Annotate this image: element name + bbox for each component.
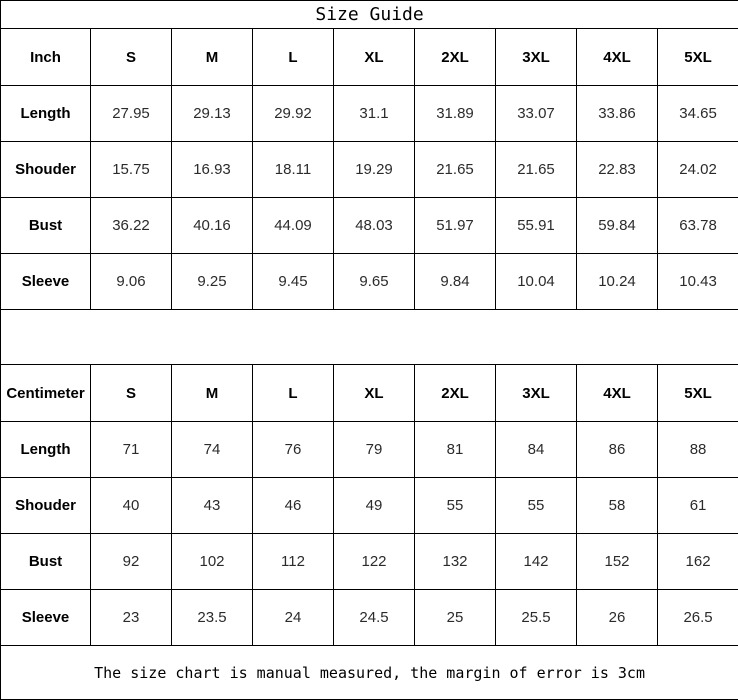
value-cell: 162: [658, 534, 738, 590]
value-cell: 9.06: [91, 254, 172, 310]
value-cell: 23: [91, 590, 172, 646]
value-cell: 76: [253, 422, 334, 478]
value-cell: 84: [496, 422, 577, 478]
value-cell: 49: [334, 478, 415, 534]
value-cell: 18.11: [253, 142, 334, 198]
value-cell: 10.24: [577, 254, 658, 310]
size-header-cell: 4XL: [577, 365, 658, 422]
row-label: Length: [1, 86, 91, 142]
value-cell: 88: [658, 422, 738, 478]
footer-row: [1, 646, 738, 700]
size-header-cell: 2XL: [415, 365, 496, 422]
row-label: Bust: [1, 534, 91, 590]
value-cell: 27.95: [91, 86, 172, 142]
value-cell: 10.43: [658, 254, 738, 310]
size-header-cell: 2XL: [415, 29, 496, 86]
row-label: Sleeve: [1, 590, 91, 646]
size-header-cell: XL: [334, 365, 415, 422]
value-cell: 9.25: [172, 254, 253, 310]
value-cell: 29.92: [253, 86, 334, 142]
value-cell: 40.16: [172, 198, 253, 254]
value-cell: 55: [415, 478, 496, 534]
row-label: Length: [1, 422, 91, 478]
value-cell: 24.02: [658, 142, 738, 198]
table-row: [1, 534, 738, 590]
header-row: [1, 29, 738, 86]
value-cell: 61: [658, 478, 738, 534]
value-cell: 142: [496, 534, 577, 590]
value-cell: 16.93: [172, 142, 253, 198]
value-cell: 9.45: [253, 254, 334, 310]
row-label: Shouder: [1, 142, 91, 198]
table-row: [1, 86, 738, 142]
row-label: Bust: [1, 198, 91, 254]
table-row: [1, 198, 738, 254]
table-row: [1, 590, 738, 646]
size-header-cell: S: [91, 29, 172, 86]
value-cell: 79: [334, 422, 415, 478]
value-cell: 15.75: [91, 142, 172, 198]
page-title: Size Guide: [1, 1, 738, 29]
value-cell: 31.1: [334, 86, 415, 142]
table-row: [1, 478, 738, 534]
title-row: [1, 1, 738, 29]
value-cell: 29.13: [172, 86, 253, 142]
value-cell: 71: [91, 422, 172, 478]
title-section: [1, 1, 738, 29]
value-cell: 81: [415, 422, 496, 478]
value-cell: 23.5: [172, 590, 253, 646]
value-cell: 43: [172, 478, 253, 534]
value-cell: 122: [334, 534, 415, 590]
size-header-cell: M: [172, 29, 253, 86]
value-cell: 22.83: [577, 142, 658, 198]
value-cell: 21.65: [415, 142, 496, 198]
value-cell: 26: [577, 590, 658, 646]
value-cell: 74: [172, 422, 253, 478]
value-cell: 92: [91, 534, 172, 590]
row-label: Shouder: [1, 478, 91, 534]
value-cell: 33.86: [577, 86, 658, 142]
value-cell: 24.5: [334, 590, 415, 646]
size-header-cell: 5XL: [658, 365, 738, 422]
value-cell: 36.22: [91, 198, 172, 254]
spacer-section: [1, 310, 738, 365]
value-cell: 102: [172, 534, 253, 590]
spacer-row: [1, 310, 738, 365]
value-cell: 55: [496, 478, 577, 534]
size-header-cell: S: [91, 365, 172, 422]
value-cell: 152: [577, 534, 658, 590]
value-cell: 10.04: [496, 254, 577, 310]
value-cell: 25.5: [496, 590, 577, 646]
value-cell: 59.84: [577, 198, 658, 254]
table-row: [1, 254, 738, 310]
value-cell: 9.65: [334, 254, 415, 310]
header-row: [1, 365, 738, 422]
value-cell: 44.09: [253, 198, 334, 254]
size-header-cell: 4XL: [577, 29, 658, 86]
size-header-cell: 3XL: [496, 365, 577, 422]
value-cell: 55.91: [496, 198, 577, 254]
value-cell: 33.07: [496, 86, 577, 142]
value-cell: 112: [253, 534, 334, 590]
spacer-cell: [1, 310, 738, 365]
value-cell: 19.29: [334, 142, 415, 198]
inch-table-section: [1, 29, 738, 310]
row-label: Sleeve: [1, 254, 91, 310]
value-cell: 24: [253, 590, 334, 646]
size-header-cell: XL: [334, 29, 415, 86]
value-cell: 48.03: [334, 198, 415, 254]
value-cell: 58: [577, 478, 658, 534]
value-cell: 25: [415, 590, 496, 646]
value-cell: 9.84: [415, 254, 496, 310]
footer-note: The size chart is manual measured, the margin of error is 3cm: [1, 646, 738, 700]
value-cell: 51.97: [415, 198, 496, 254]
value-cell: 34.65: [658, 86, 738, 142]
value-cell: 31.89: [415, 86, 496, 142]
value-cell: 40: [91, 478, 172, 534]
value-cell: 86: [577, 422, 658, 478]
value-cell: 26.5: [658, 590, 738, 646]
size-header-cell: 5XL: [658, 29, 738, 86]
table-row: [1, 142, 738, 198]
value-cell: 21.65: [496, 142, 577, 198]
footer-section: [1, 646, 738, 700]
unit-header-cell: Inch: [1, 29, 91, 86]
size-header-cell: 3XL: [496, 29, 577, 86]
unit-header-cell: Centimeter: [1, 365, 91, 422]
centimeter-table-section: [1, 365, 738, 646]
size-header-cell: L: [253, 29, 334, 86]
value-cell: 132: [415, 534, 496, 590]
table-row: [1, 422, 738, 478]
value-cell: 63.78: [658, 198, 738, 254]
size-header-cell: M: [172, 365, 253, 422]
size-header-cell: L: [253, 365, 334, 422]
value-cell: 46: [253, 478, 334, 534]
